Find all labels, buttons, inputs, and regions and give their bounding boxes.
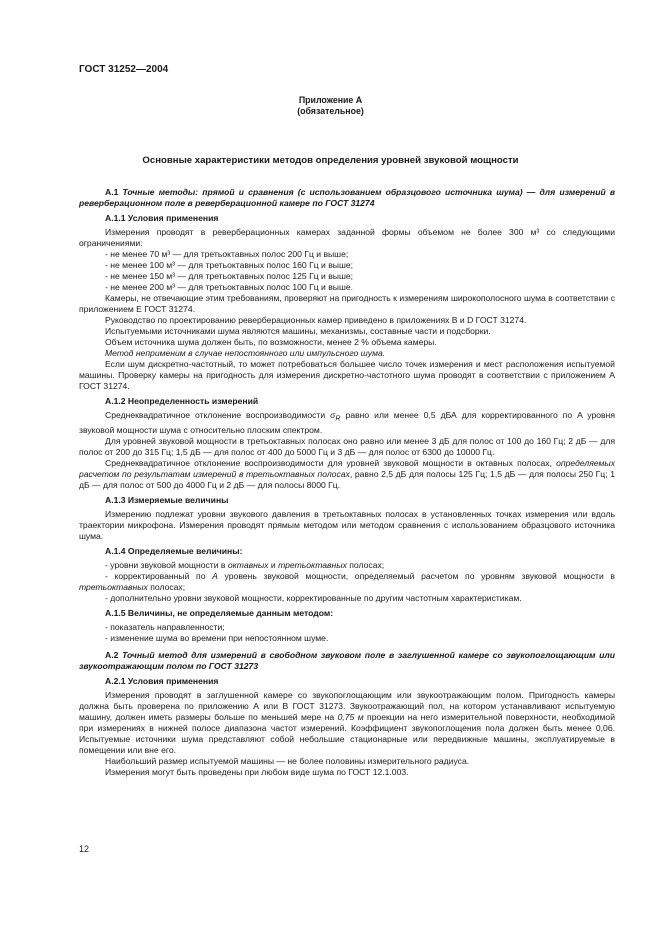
- paragraph: Измерения проводят в реверберационных камерах заданной формы объемом не более 300 м³ со следующими ограничениями:: [79, 227, 615, 248]
- document-body: [79, 187, 615, 778]
- paragraph: Руководство по проектированию реверберационных камер приведено в приложениях В и D ГОСТ 31274.: [105, 315, 527, 325]
- section-a14-title: А.1.4 Определяемые величины:: [105, 545, 243, 556]
- paragraph: Среднеквадратичное отклонение воспроизводимости $\sigma_R$ равно или менее 0,5 дБА для корректированного по A уровня звуковой мощности шума с относительно плоским спектром.: [79, 410, 615, 435]
- section-a12-title: А.1.2 Неопределенность измерений: [105, 396, 259, 406]
- paragraph: Объем источника шума должен быть, по возможности, менее 2 % объема камеры.: [105, 337, 437, 347]
- section-a11-title: А.1.1 Условия применения: [105, 213, 219, 223]
- page-number: 12: [79, 844, 90, 854]
- section-a15-title: А.1.5 Величины, не определяемые данным методом:: [105, 607, 334, 618]
- paragraph: Среднеквадратичное отклонение воспроизводимости для уровней звуковой мощности в октавных полосах, определяемых расчетом по результатам измерений в третьоктавных полосах, равно 2,5 дБ для полосы 125 Гц; 1,5 дБ — для полосы 250 Гц; 1 дБ — для полос от 500 до 4000 Гц и 2 дБ — для полосы 8000 Гц.: [79, 457, 615, 490]
- annex-type: (обязательное): [297, 106, 364, 116]
- list-item: - дополнительно уровни звуковой мощности, корректированные по другим частотным характеристикам.: [105, 592, 522, 603]
- paragraph: Камеры, не отвечающие этим требованиям, проверяют на пригодность к измерениям широкополосного шума в соответствии с приложением Е ГОСТ 31274.: [79, 293, 615, 314]
- list-item: - корректированный по A уровень звуковой мощности, определяемый расчетом по уровням звуковой мощности в третьоктавных полосах;: [79, 570, 615, 592]
- paragraph: Если шум дискретно-частотный, то может потребоваться большее число точек измерения и мест расположения испытуемой машины. Проверку камеры на пригодность для измерения дискретно-частотного шума проводят в соответствии с приложением А ГОСТ 31274.: [79, 359, 615, 391]
- list-item: - показатель направленности;: [105, 621, 225, 632]
- list-item: - изменение шума во времени при непостоянном шуме.: [105, 632, 329, 643]
- annex-title: Приложение А: [298, 95, 363, 105]
- paragraph: Для уровней звуковой мощности в третьоктавных полосах оно равно или менее 3 дБ для полос от 100 до 160 Гц; 2 дБ — для полос от 200 до 315 Гц; 1,5 дБ — для полос от 400 до 5000 Гц и 3 дБ — для полос от 6300 до 10000 Гц.: [79, 435, 615, 457]
- list-item: - не менее 150 м³ — для третьоктавных полос 125 Гц и выше;: [105, 271, 354, 281]
- list-item: - не менее 200 м³ — для третьоктавных полос 100 Гц и выше.: [105, 282, 354, 292]
- list-item: - не менее 100 м³ — для третьоктавных полос 160 Гц и выше;: [105, 260, 354, 270]
- section-a1-heading: А.1 Точные методы: прямой и сравнения (с использованием образцового источника шума) — для измерений в реверберационном поле в реверберационной камере по ГОСТ 31274: [79, 187, 616, 208]
- list-item: - не менее 70 м³ — для третьоктавных полос 200 Гц и выше;: [105, 249, 349, 259]
- section-a2-heading: А.2 Точный метод для измерений в свободном звуковом поле в заглушенной камере со звукопоглощающим или звукоотражающим полом по ГОСТ 31273: [79, 649, 615, 671]
- page-header: ГОСТ 31252—2004: [79, 64, 169, 75]
- section-a13-title: А.1.3 Измеряемые величины: [105, 494, 229, 505]
- main-title: Основные характеристики методов определения уровней звуковой мощности: [142, 155, 519, 166]
- paragraph: Метод неприменим в случае непостоянного или импульсного шума.: [105, 348, 386, 358]
- paragraph: Измерению подлежат уровни звукового давления в третьоктавных полосах в установленных точках измерения или вдоль траектории микрофона. Измерения проводят прямым методом или методом сравнения с использованием образцового источника шума.: [79, 508, 615, 541]
- paragraph: Испытуемыми источниками шума являются машины, механизмы, составные части и подсборки.: [105, 326, 491, 336]
- section-a21-title: А.2.1 Условия применения: [105, 675, 219, 686]
- paragraph: Наибольший размер испытуемой машины — не более половины измерительного радиуса.: [105, 755, 470, 766]
- paragraph: Измерения проводят в заглушенной камере со звукопоглощающим или звукоотражающим полом. Пригодность камеры должна быть проверена по приложению А или В ГОСТ 31273. Звукоотражающий пол, на котором устанавливают испытуемую машину, должен иметь размеры больше по меньшей мере на 0,75 м проекции на него измерительной поверхности, необходимой при измерениях в нижней полосе диапазона частот измерений. Коэффициент звукопоглощения пола должен быть менее 0,06. Испытуемые источники шума представляют собой небольшие стационарные или передвижные машины, эксплуатируемые в помещении или вне его.: [79, 689, 616, 755]
- paragraph: Измерения могут быть проведены при любом виде шума по ГОСТ 12.1.003.: [105, 766, 409, 777]
- list-item: - уровни звуковой мощности в октавных и третьоктавных полосах;: [105, 559, 385, 570]
